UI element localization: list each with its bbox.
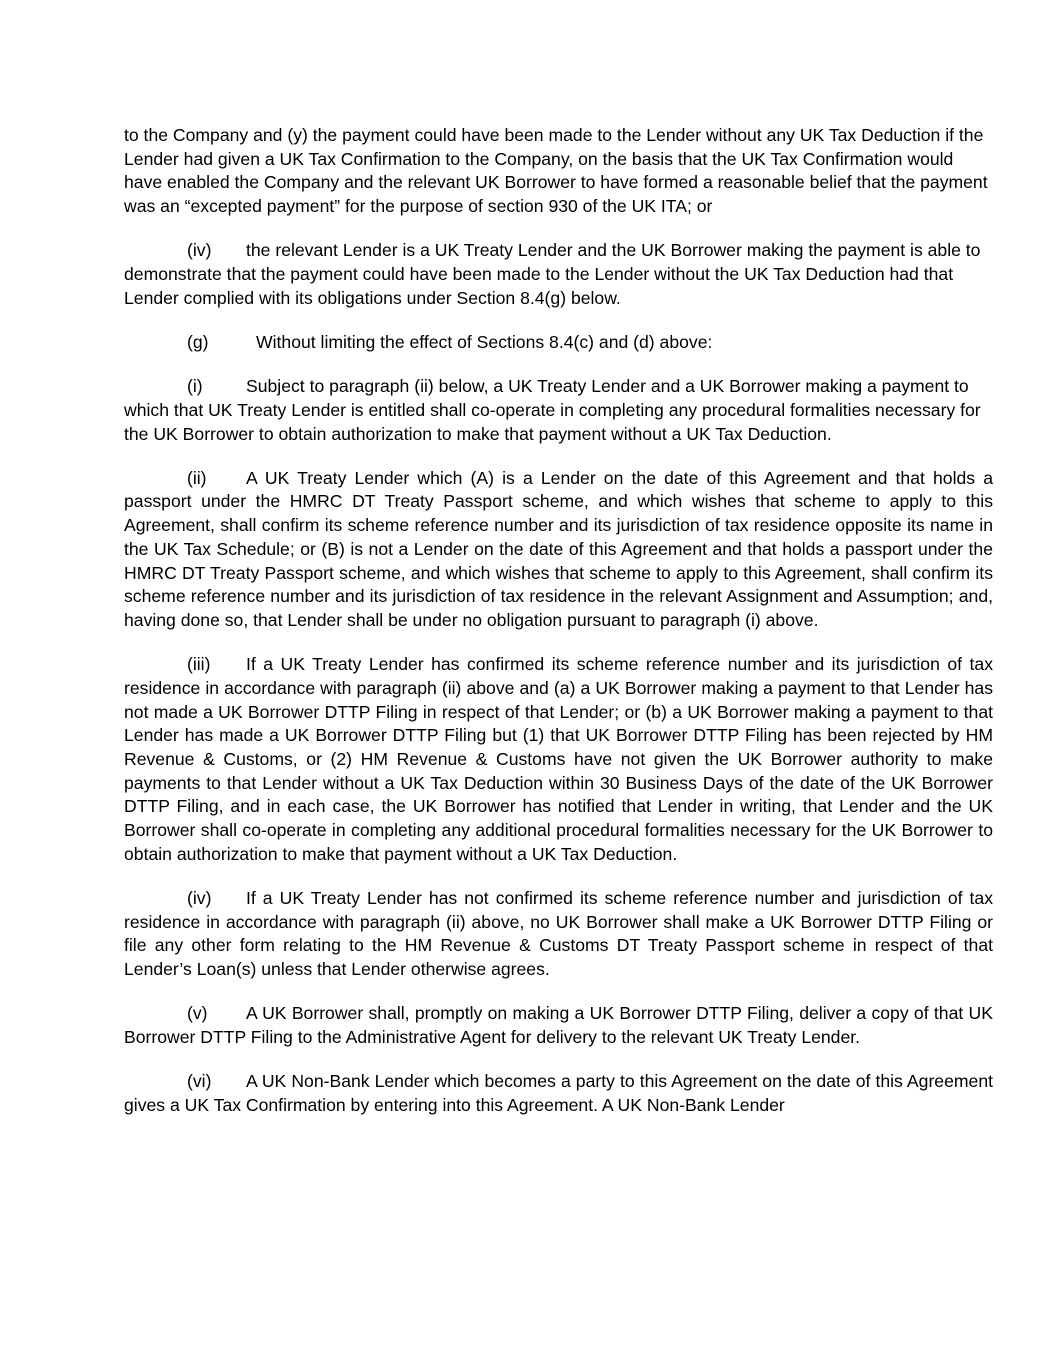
document-page	[124, 124, 993, 1138]
paragraph-continuation	[124, 124, 993, 219]
paragraph-g	[124, 331, 993, 355]
paragraph-label: (i)	[187, 376, 203, 397]
paragraph-text: to the Company and (y) the payment could have been made to the Lender without any UK Tax Deduction if the Lender had given a UK Tax Confirmation to the Company, on the basis that the UK Tax Confirmation would have enabled the Company and the relevant UK Borrower to have formed a reasonable belief that the payment was an “excepted payment” for the purpose of section 930 of the UK ITA; or	[124, 125, 988, 217]
paragraph-g-v	[124, 1002, 993, 1049]
paragraph-label: (vi)	[187, 1071, 212, 1092]
paragraph-label: (iii)	[187, 654, 211, 675]
paragraph-g-i	[124, 375, 993, 446]
paragraph-text: Without limiting the effect of Sections 8.4(c) and (d) above:	[256, 331, 713, 352]
paragraph-text: the relevant Lender is a UK Treaty Lender and the UK Borrower making the payment is able to demonstrate that the payment could have been made to the Lender without the UK Tax Deduction had that Lender complied with its obligations under Section 8.4(g) below.	[124, 240, 981, 308]
paragraph-label: (iv)	[187, 887, 212, 908]
paragraph-f-iv	[124, 239, 993, 310]
paragraph-g-ii	[124, 467, 993, 633]
paragraph-text: A UK Borrower shall, promptly on making a UK Borrower DTTP Filing, deliver a copy of that UK Borrower DTTP Filing to the Administrative Agent for delivery to the relevant UK Treaty Lender.	[124, 1003, 993, 1047]
paragraph-g-iii	[124, 653, 993, 866]
paragraph-label: (v)	[187, 1003, 208, 1024]
paragraph-label: (ii)	[187, 467, 207, 488]
paragraph-label: (g)	[187, 331, 209, 352]
paragraph-text: If a UK Treaty Lender has not confirmed its scheme reference number and jurisdiction of tax residence in accordance with paragraph (ii) above, no UK Borrower shall make a UK Borrower DTTP Filing or file any other form relating to the HM Revenue & Customs DT Treaty Passport scheme in respect of that Lender’s Loan(s) unless that Lender otherwise agrees.	[124, 887, 993, 980]
paragraph-g-vi	[124, 1070, 993, 1117]
paragraph-text: A UK Non-Bank Lender which becomes a party to this Agreement on the date of this Agreement gives a UK Tax Confirmation by entering into this Agreement. A UK Non-Bank Lender	[124, 1071, 993, 1115]
paragraph-text: Subject to paragraph (ii) below, a UK Treaty Lender and a UK Borrower making a payment to which that UK Treaty Lender is entitled shall co-operate in completing any procedural formalities necessary for the UK Borrower to obtain authorization to make that payment without a UK Tax Deduction.	[124, 376, 981, 444]
paragraph-g-iv	[124, 887, 993, 982]
paragraph-label: (iv)	[187, 240, 212, 261]
paragraph-text: A UK Treaty Lender which (A) is a Lender on the date of this Agreement and that holds a passport under the HMRC DT Treaty Passport scheme, and which wishes that scheme to apply to this Agreement, shall confirm its scheme reference number and its jurisdiction of tax residence opposite its name in the UK Tax Schedule; or (B) is not a Lender on the date of this Agreement and that holds a passport under the HMRC DT Treaty Passport scheme, and which wishes that scheme to apply to this Agreement, shall confirm its scheme reference number and its jurisdiction of tax residence in the relevant Assignment and Assumption; and, having done so, that Lender shall be under no obligation pursuant to paragraph (i) above.	[124, 467, 993, 630]
paragraph-text: If a UK Treaty Lender has confirmed its scheme reference number and its jurisdiction of tax residence in accordance with paragraph (ii) above and (a) a UK Borrower making a payment to that Lender has not made a UK Borrower DTTP Filing in respect of that Lender; or (b) a UK Borrower making a payment to that Lender has made a UK Borrower DTTP Filing but (1) that UK Borrower DTTP Filing has been rejected by HM Revenue & Customs, or (2) HM Revenue & Customs have not given the UK Borrower authority to make payments to that Lender without a UK Tax Deduction within 30 Business Days of the date of the UK Borrower DTTP Filing, and in each case, the UK Borrower has notified that Lender in writing, that Lender and the UK Borrower shall co-operate in completing any additional procedural formalities necessary for the UK Borrower to obtain authorization to make that payment without a UK Tax Deduction.	[124, 654, 993, 864]
